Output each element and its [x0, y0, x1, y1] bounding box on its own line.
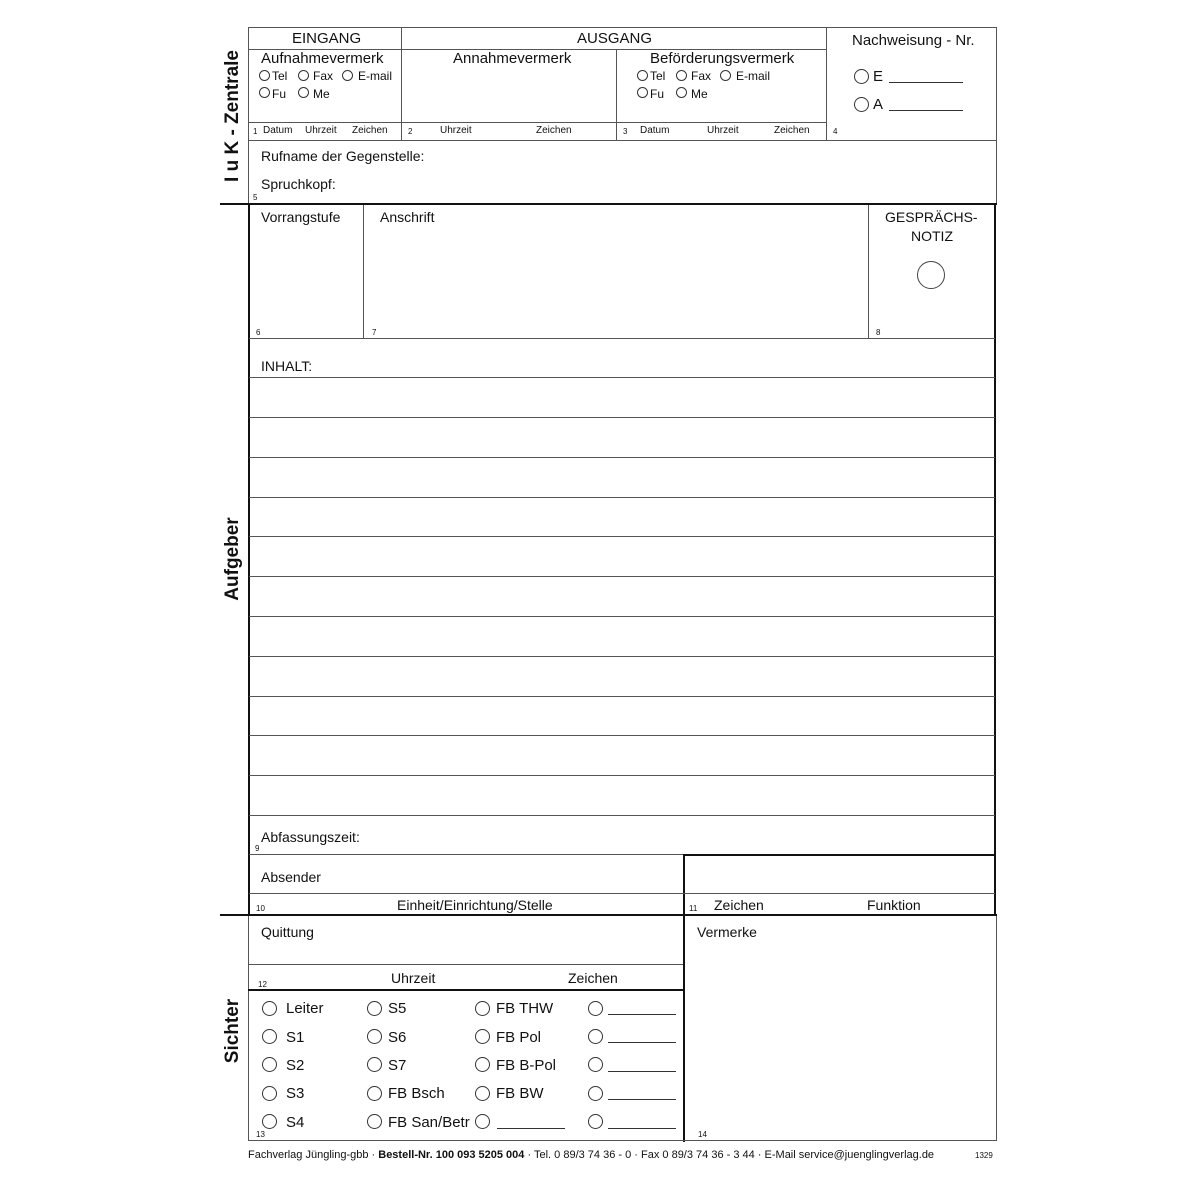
e-label: E — [873, 68, 884, 85]
vermerke-label: Vermerke — [697, 924, 757, 940]
notiz-label: NOTIZ — [911, 228, 953, 244]
rufname-label: Rufname der Gegenstelle: — [261, 148, 425, 164]
fb-bsch-radio[interactable] — [367, 1086, 382, 1101]
side-label-aufgeber: Aufgeber — [222, 517, 243, 601]
fb-b-pol-radio[interactable] — [475, 1057, 490, 1072]
fb-pol-label: FB Pol — [496, 1029, 542, 1046]
fu-radio[interactable] — [637, 87, 648, 98]
field-number: 4 — [833, 127, 838, 136]
abfassungszeit-label: Abfassungszeit: — [261, 829, 360, 845]
field-number: 7 — [372, 328, 377, 337]
leiter-label: Leiter — [286, 1000, 324, 1017]
s7-radio[interactable] — [367, 1057, 382, 1072]
field-number: 11 — [689, 904, 698, 913]
fu-label: Fu — [272, 87, 287, 101]
email-radio[interactable] — [720, 70, 731, 81]
custom-option-radio[interactable] — [588, 1029, 603, 1044]
a-number-field[interactable] — [889, 110, 963, 111]
field-number: 8 — [876, 328, 881, 337]
field-number: 9 — [255, 844, 260, 853]
custom-option-field[interactable] — [608, 1128, 676, 1129]
fu-radio[interactable] — [259, 87, 270, 98]
zeichen-label: Zeichen — [714, 897, 764, 913]
uhrzeit-label: Uhrzeit — [707, 125, 739, 136]
custom-option-radio[interactable] — [588, 1001, 603, 1016]
s6-radio[interactable] — [367, 1029, 382, 1044]
me-radio[interactable] — [676, 87, 687, 98]
annahmevermerk-label: Annahmevermerk — [453, 50, 572, 67]
uhrzeit-label: Uhrzeit — [440, 125, 472, 136]
tel-label: Tel — [272, 69, 288, 83]
custom-option-radio[interactable] — [588, 1086, 603, 1101]
s1-radio[interactable] — [262, 1029, 277, 1044]
tel-radio[interactable] — [637, 70, 648, 81]
field-number: 13 — [256, 1130, 265, 1139]
quittung-label: Quittung — [261, 924, 314, 940]
einheit-label: Einheit/Einrichtung/Stelle — [397, 897, 553, 913]
footer-contact: · Tel. 0 89/3 74 36 - 0 · Fax 0 89/3 74 36 - 3 44 · E-Mail service@juenglingverlag.de — [524, 1149, 935, 1161]
fax-radio[interactable] — [298, 70, 309, 81]
s2-radio[interactable] — [262, 1057, 277, 1072]
footer-code: 1329 — [975, 1151, 993, 1160]
s2-label: S2 — [286, 1057, 305, 1074]
field-number: 10 — [256, 904, 265, 913]
datum-label: Datum — [640, 125, 670, 136]
uhrzeit-label: Uhrzeit — [305, 125, 337, 136]
side-label-sichter: Sichter — [222, 998, 243, 1064]
aufnahmevermerk-label: Aufnahmevermerk — [261, 50, 384, 67]
side-label-iuk-zentrale: I u K - Zentrale — [222, 50, 243, 182]
a-label: A — [873, 96, 884, 113]
tel-radio[interactable] — [259, 70, 270, 81]
custom-option-radio[interactable] — [588, 1114, 603, 1129]
s4-radio[interactable] — [262, 1114, 277, 1129]
gespraechs-label: GESPRÄCHS- — [885, 209, 978, 225]
footer-text — [248, 1150, 934, 1161]
e-number-field[interactable] — [889, 82, 963, 83]
custom-option-field[interactable] — [608, 1014, 676, 1015]
leiter-radio[interactable] — [262, 1001, 277, 1016]
zeichen-label: Zeichen — [536, 125, 572, 136]
field-number: 12 — [258, 980, 267, 989]
footer-verlag: Fachverlag Jüngling-gbb · — [248, 1149, 379, 1161]
me-radio[interactable] — [298, 87, 309, 98]
email-radio[interactable] — [342, 70, 353, 81]
field-number: 5 — [253, 193, 258, 202]
tel-label: Tel — [650, 69, 666, 83]
inhalt-label: INHALT: — [261, 358, 313, 374]
absender-label: Absender — [261, 869, 321, 885]
s5-label: S5 — [388, 1000, 407, 1017]
funktion-label: Funktion — [867, 897, 921, 913]
fb-b-pol-label: FB B-Pol — [496, 1057, 557, 1074]
vorrangstufe-label: Vorrangstufe — [261, 209, 341, 225]
befoerderungsvermerk-label: Beförderungsvermerk — [650, 50, 795, 67]
fu-label: Fu — [650, 87, 665, 101]
field-number: 14 — [698, 1130, 707, 1139]
gespraechsnotiz-checkbox[interactable] — [917, 261, 945, 289]
me-label: Me — [313, 87, 330, 101]
eingang-heading: EINGANG — [292, 30, 362, 47]
custom-option-field[interactable] — [608, 1042, 676, 1043]
s5-radio[interactable] — [367, 1001, 382, 1016]
anschrift-label: Anschrift — [380, 209, 435, 225]
zeichen-label: Zeichen — [352, 125, 388, 136]
custom-option-radio[interactable] — [475, 1114, 490, 1129]
s4-label: S4 — [286, 1114, 305, 1131]
zeichen-label: Zeichen — [568, 970, 618, 986]
datum-label: Datum — [263, 125, 293, 136]
ausgang-heading: AUSGANG — [577, 30, 653, 47]
footer-bestell-nr: Bestell-Nr. 100 093 5205 004 — [378, 1149, 525, 1161]
a-radio[interactable] — [854, 97, 869, 112]
s1-label: S1 — [286, 1029, 305, 1046]
field-number: 6 — [256, 328, 261, 337]
fb-pol-radio[interactable] — [475, 1029, 490, 1044]
me-label: Me — [691, 87, 708, 101]
email-label: E-mail — [736, 69, 771, 83]
fax-radio[interactable] — [676, 70, 687, 81]
fax-label: Fax — [313, 69, 334, 83]
fb-bw-radio[interactable] — [475, 1086, 490, 1101]
fax-label: Fax — [691, 69, 712, 83]
fb-thw-label: FB THW — [496, 1000, 554, 1017]
spruchkopf-label: Spruchkopf: — [261, 176, 336, 192]
custom-option-radio[interactable] — [588, 1057, 603, 1072]
fb-bw-label: FB BW — [496, 1085, 544, 1102]
fb-san-betr-radio[interactable] — [367, 1114, 382, 1129]
custom-option-field[interactable] — [608, 1099, 676, 1100]
fb-san-betr-label: FB San/Betr — [388, 1114, 470, 1131]
e-radio[interactable] — [854, 69, 869, 84]
s7-label: S7 — [388, 1057, 407, 1074]
s6-label: S6 — [388, 1029, 407, 1046]
email-label: E-mail — [358, 69, 393, 83]
field-number: 1 — [253, 127, 258, 136]
custom-option-field[interactable] — [497, 1128, 565, 1129]
field-number: 2 — [408, 127, 413, 136]
nachweisung-label: Nachweisung - Nr. — [852, 32, 975, 49]
fb-thw-radio[interactable] — [475, 1001, 490, 1016]
s3-radio[interactable] — [262, 1086, 277, 1101]
custom-option-field[interactable] — [608, 1071, 676, 1072]
uhrzeit-label: Uhrzeit — [391, 970, 436, 986]
zeichen-label: Zeichen — [774, 125, 810, 136]
fb-bsch-label: FB Bsch — [388, 1085, 445, 1102]
s3-label: S3 — [286, 1085, 305, 1102]
field-number: 3 — [623, 127, 628, 136]
